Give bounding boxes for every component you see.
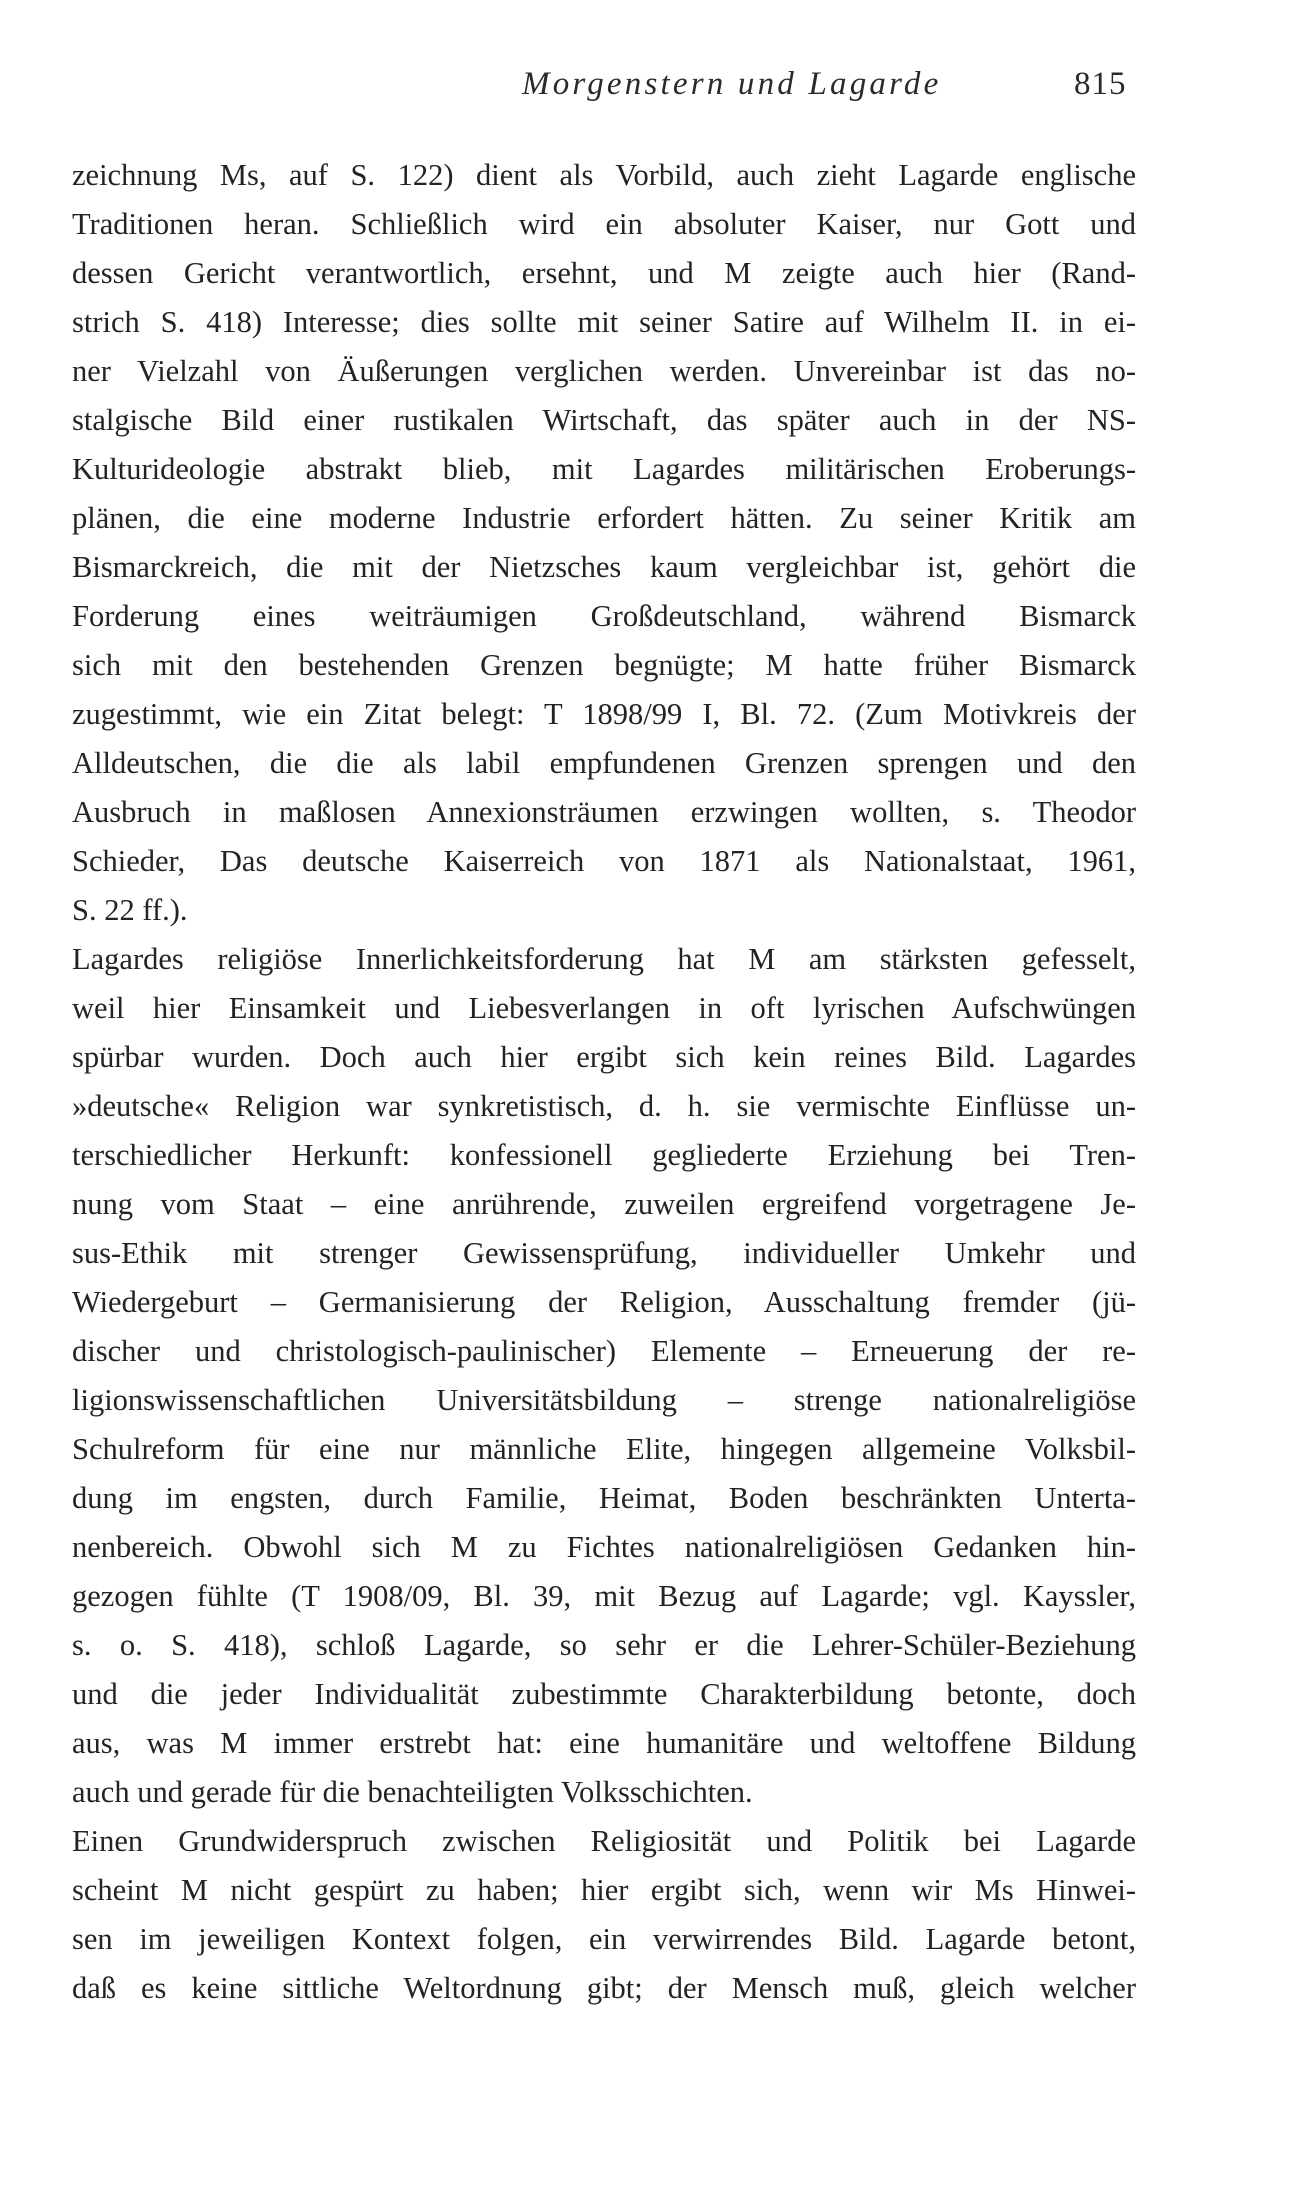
text-line: dung im engsten, durch Familie, Heimat, Boden beschränkten Unterta-: [72, 1481, 1136, 1515]
running-head: [0, 62, 1309, 112]
text-line: und die jeder Individualität zubestimmte Charakterbildung betonte, doch: [72, 1677, 1136, 1711]
text-line: Kulturideologie abstrakt blieb, mit Lagardes militärischen Eroberungs-: [72, 452, 1136, 486]
text-line: sich mit den bestehenden Grenzen begnügte; M hatte früher Bismarck: [72, 648, 1136, 682]
text-line: nung vom Staat – eine anrührende, zuweilen ergreifend vorgetragene Je-: [72, 1187, 1136, 1221]
text-line: terschiedlicher Herkunft: konfessionell gegliederte Erziehung bei Tren-: [72, 1138, 1136, 1172]
text-line: gezogen fühlte (T 1908/09, Bl. 39, mit Bezug auf Lagarde; vgl. Kayssler,: [72, 1579, 1136, 1613]
text-line: s. o. S. 418), schloß Lagarde, so sehr er die Lehrer-Schüler-Beziehung: [72, 1628, 1136, 1662]
text-line: nenbereich. Obwohl sich M zu Fichtes nationalreligiösen Gedanken hin-: [72, 1530, 1136, 1564]
text-line: auch und gerade für die benachteiligten Volksschichten.: [72, 1775, 753, 1809]
text-line: S. 22 ff.).: [72, 893, 188, 927]
text-line: Ausbruch in maßlosen Annexionsträumen erzwingen wollten, s. Theodor: [72, 795, 1136, 829]
text-line: weil hier Einsamkeit und Liebesverlangen in oft lyrischen Aufschwüngen: [72, 991, 1136, 1025]
text-line: Wiedergeburt – Germanisierung der Religion, Ausschaltung fremder (jü-: [72, 1285, 1136, 1319]
text-line: Bismarckreich, die mit der Nietzsches kaum vergleichbar ist, gehört die: [72, 550, 1136, 584]
text-line: sus-Ethik mit strenger Gewissensprüfung, individueller Umkehr und: [72, 1236, 1136, 1270]
text-line: plänen, die eine moderne Industrie erfordert hätten. Zu seiner Kritik am: [72, 501, 1136, 535]
text-line: aus, was M immer erstrebt hat: eine humanitäre und weltoffene Bildung: [72, 1726, 1136, 1760]
text-line: daß es keine sittliche Weltordnung gibt; der Mensch muß, gleich welcher: [72, 1971, 1136, 2005]
running-title: Morgenstern und Lagarde: [522, 66, 942, 102]
text-line: zugestimmt, wie ein Zitat belegt: T 1898/99 I, Bl. 72. (Zum Motivkreis der: [72, 697, 1136, 731]
text-line: ner Vielzahl von Äußerungen verglichen werden. Unvereinbar ist das no-: [72, 354, 1136, 388]
body-text: [72, 151, 1136, 2013]
text-line: Alldeutschen, die die als labil empfundenen Grenzen sprengen und den: [72, 746, 1136, 780]
text-line: Schieder, Das deutsche Kaiserreich von 1871 als Nationalstaat, 1961,: [72, 844, 1136, 878]
text-line: dessen Gericht verantwortlich, ersehnt, und M zeigte auch hier (Rand-: [72, 256, 1136, 290]
text-line: Einen Grundwiderspruch zwischen Religiosität und Politik bei Lagarde: [72, 1824, 1136, 1858]
page-number: 815: [1074, 66, 1127, 102]
text-line: strich S. 418) Interesse; dies sollte mit seiner Satire auf Wilhelm II. in ei-: [72, 305, 1136, 339]
text-line: Lagardes religiöse Innerlichkeitsforderung hat M am stärksten gefesselt,: [72, 942, 1136, 976]
text-line: »deutsche« Religion war synkretistisch, d. h. sie vermischte Einflüsse un-: [72, 1089, 1136, 1123]
text-line: zeichnung Ms, auf S. 122) dient als Vorbild, auch zieht Lagarde englische: [72, 158, 1136, 192]
text-line: stalgische Bild einer rustikalen Wirtschaft, das später auch in der NS-: [72, 403, 1136, 437]
text-line: Schulreform für eine nur männliche Elite, hingegen allgemeine Volksbil-: [72, 1432, 1136, 1466]
text-line: Forderung eines weiträumigen Großdeutschland, während Bismarck: [72, 599, 1136, 633]
text-line: Traditionen heran. Schließlich wird ein absoluter Kaiser, nur Gott und: [72, 207, 1136, 241]
text-line: ligionswissenschaftlichen Universitätsbildung – strenge nationalreligiöse: [72, 1383, 1136, 1417]
text-line: scheint M nicht gespürt zu haben; hier ergibt sich, wenn wir Ms Hinwei-: [72, 1873, 1136, 1907]
text-line: sen im jeweiligen Kontext folgen, ein verwirrendes Bild. Lagarde betont,: [72, 1922, 1136, 1956]
text-line: spürbar wurden. Doch auch hier ergibt sich kein reines Bild. Lagardes: [72, 1040, 1136, 1074]
text-line: discher und christologisch-paulinischer) Elemente – Erneuerung der re-: [72, 1334, 1136, 1368]
